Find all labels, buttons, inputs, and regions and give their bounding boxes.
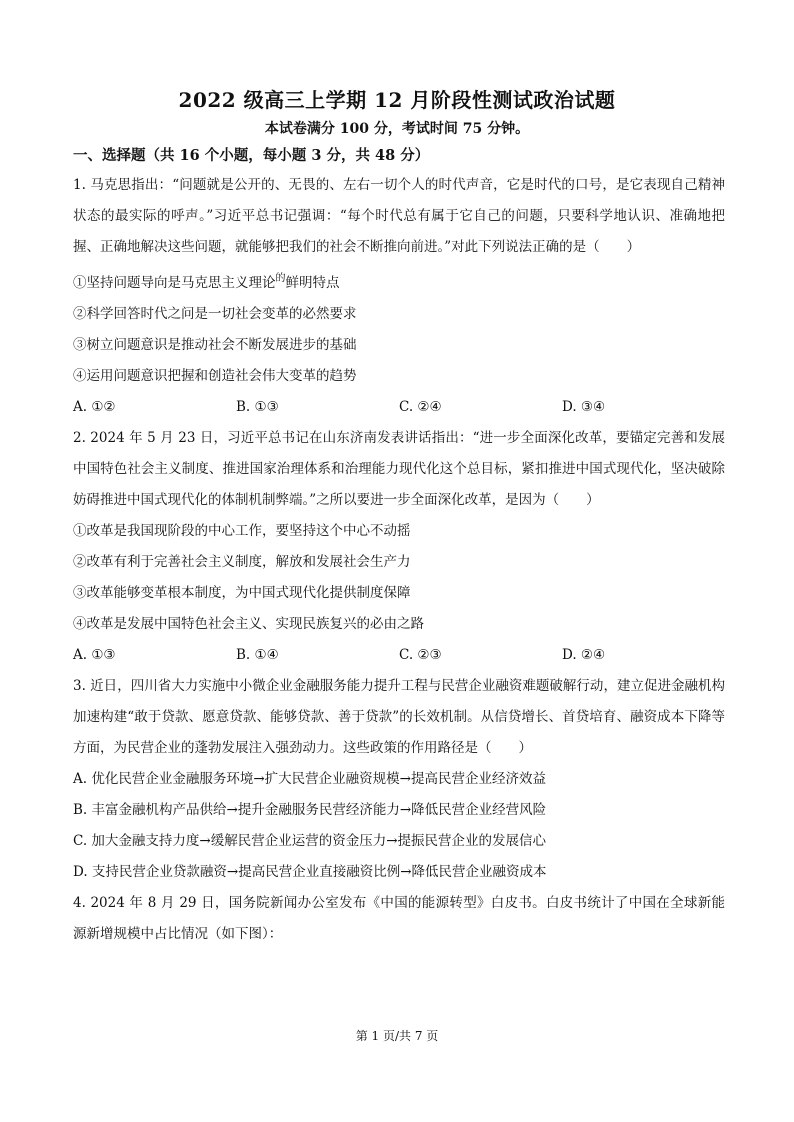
question-2-statement-1: ①改革是我国现阶段的中心工作，要坚持这个中心不动摇: [73, 523, 411, 539]
question-3-option-b: B. 丰富金融机构产品供给→提升金融服务民营经济能力→降低民营企业经营风险: [73, 802, 547, 818]
page-title: 2022 级高三上学期 12 月阶段性测试政治试题: [178, 88, 616, 112]
statement-text: 鲜明特点: [285, 275, 340, 291]
question-2-statement-3: ③改革能够变革根本制度，为中国式现代化提供制度保障: [73, 585, 411, 601]
question-1-statement-3: ③树立问题意识是推动社会不断发展进步的基础: [73, 337, 357, 353]
section-heading: 一、选择题（共 16 个小题，每小题 3 分，共 48 分）: [73, 147, 430, 164]
question-1-options: [73, 392, 725, 423]
question-2-statement-2: ②改革有利于完善社会主义制度，解放和发展社会生产力: [73, 554, 411, 570]
question-3-option-a: A. 优化民营企业金融服务环境→扩大民营企业融资规模→提高民营企业经济效益: [73, 771, 546, 787]
question-1-statement-2: ②科学回答时代之问是一切社会变革的必然要求: [73, 306, 357, 322]
option-b: B. ①④: [236, 647, 279, 663]
option-c: C. ②③: [399, 647, 442, 663]
questions: [73, 170, 725, 950]
option-a: A. ①③: [73, 647, 116, 663]
question-2-options: [73, 640, 725, 671]
option-d: D. ③④: [562, 399, 606, 415]
page-number: 第 1 页/共 7 页: [355, 1029, 439, 1043]
question-3-option-d: D. 支持民营企业贷款融资→提高民营企业直接融资比例→降低民营企业融资成本: [73, 864, 547, 880]
option-d: D. ②④: [562, 647, 606, 663]
question-1-statement-4: ④运用问题意识把握和创造社会伟大变革的趋势: [73, 368, 357, 384]
question-2-stem: 2. 2024 年 5 月 23 日，习近平总书记在山东济南发表讲话指出：“进一步全面深化改革，要锚定完善和发展中国特色社会主义制度、推进国家治理体系和治理能力现代化这个总目标，紧扣推进中国式现代化，坚决破除妨碍推进中国式现代化的体制机制弊端。”之所以要进一步全面深化改革，是因为（ ）: [73, 430, 725, 508]
option-c: C. ②④: [399, 399, 442, 415]
option-a: A. ①②: [73, 399, 116, 415]
question-3-option-c: C. 加大金融支持力度→缓解民营企业运营的资金压力→提振民营企业的发展信心: [73, 833, 547, 849]
option-b: B. ①③: [236, 399, 279, 415]
question-1-stem: 1. 马克思指出：“问题就是公开的、无畏的、左右一切个人的时代声音，它是时代的口号，是它表现自己精神状态的最实际的呼声。”习近平总书记强调：“每个时代总有属于它自己的问题，只要科学地认识、准确地把握、正确地解决这些问题，就能够把我们的社会不断推向前进。”对此下列说法正确的是（ ）: [73, 177, 725, 255]
question-4-stem: 4. 2024 年 8 月 29 日，国务院新闻办公室发布《中国的能源转型》白皮书。白皮书统计了中国在全球新能源新增规模中占比情况（如下图）：: [73, 895, 725, 942]
question-2-statement-4: ④改革是发展中国特色社会主义、实现民族复兴的必由之路: [73, 616, 424, 632]
superscript-char: 的: [275, 273, 286, 284]
question-1-statement-1: [73, 263, 725, 299]
exam-info: 本试卷满分 100 分，考试时间 75 分钟。: [264, 121, 530, 137]
statement-text: ①坚持问题导向是马克思主义理论: [73, 275, 276, 291]
question-3-stem: 3. 近日，四川省大力实施中小微企业金融服务能力提升工程与民营企业融资难题破解行动，建立促进金融机构加速构建“敢于贷款、愿意贷款、能够贷款、善于贷款”的长效机制。从信贷增长、首贷培育、融资成本下降等方面，为民营企业的蓬勃发展注入强劲动力。这些政策的作用路径是（ ）: [73, 678, 725, 756]
